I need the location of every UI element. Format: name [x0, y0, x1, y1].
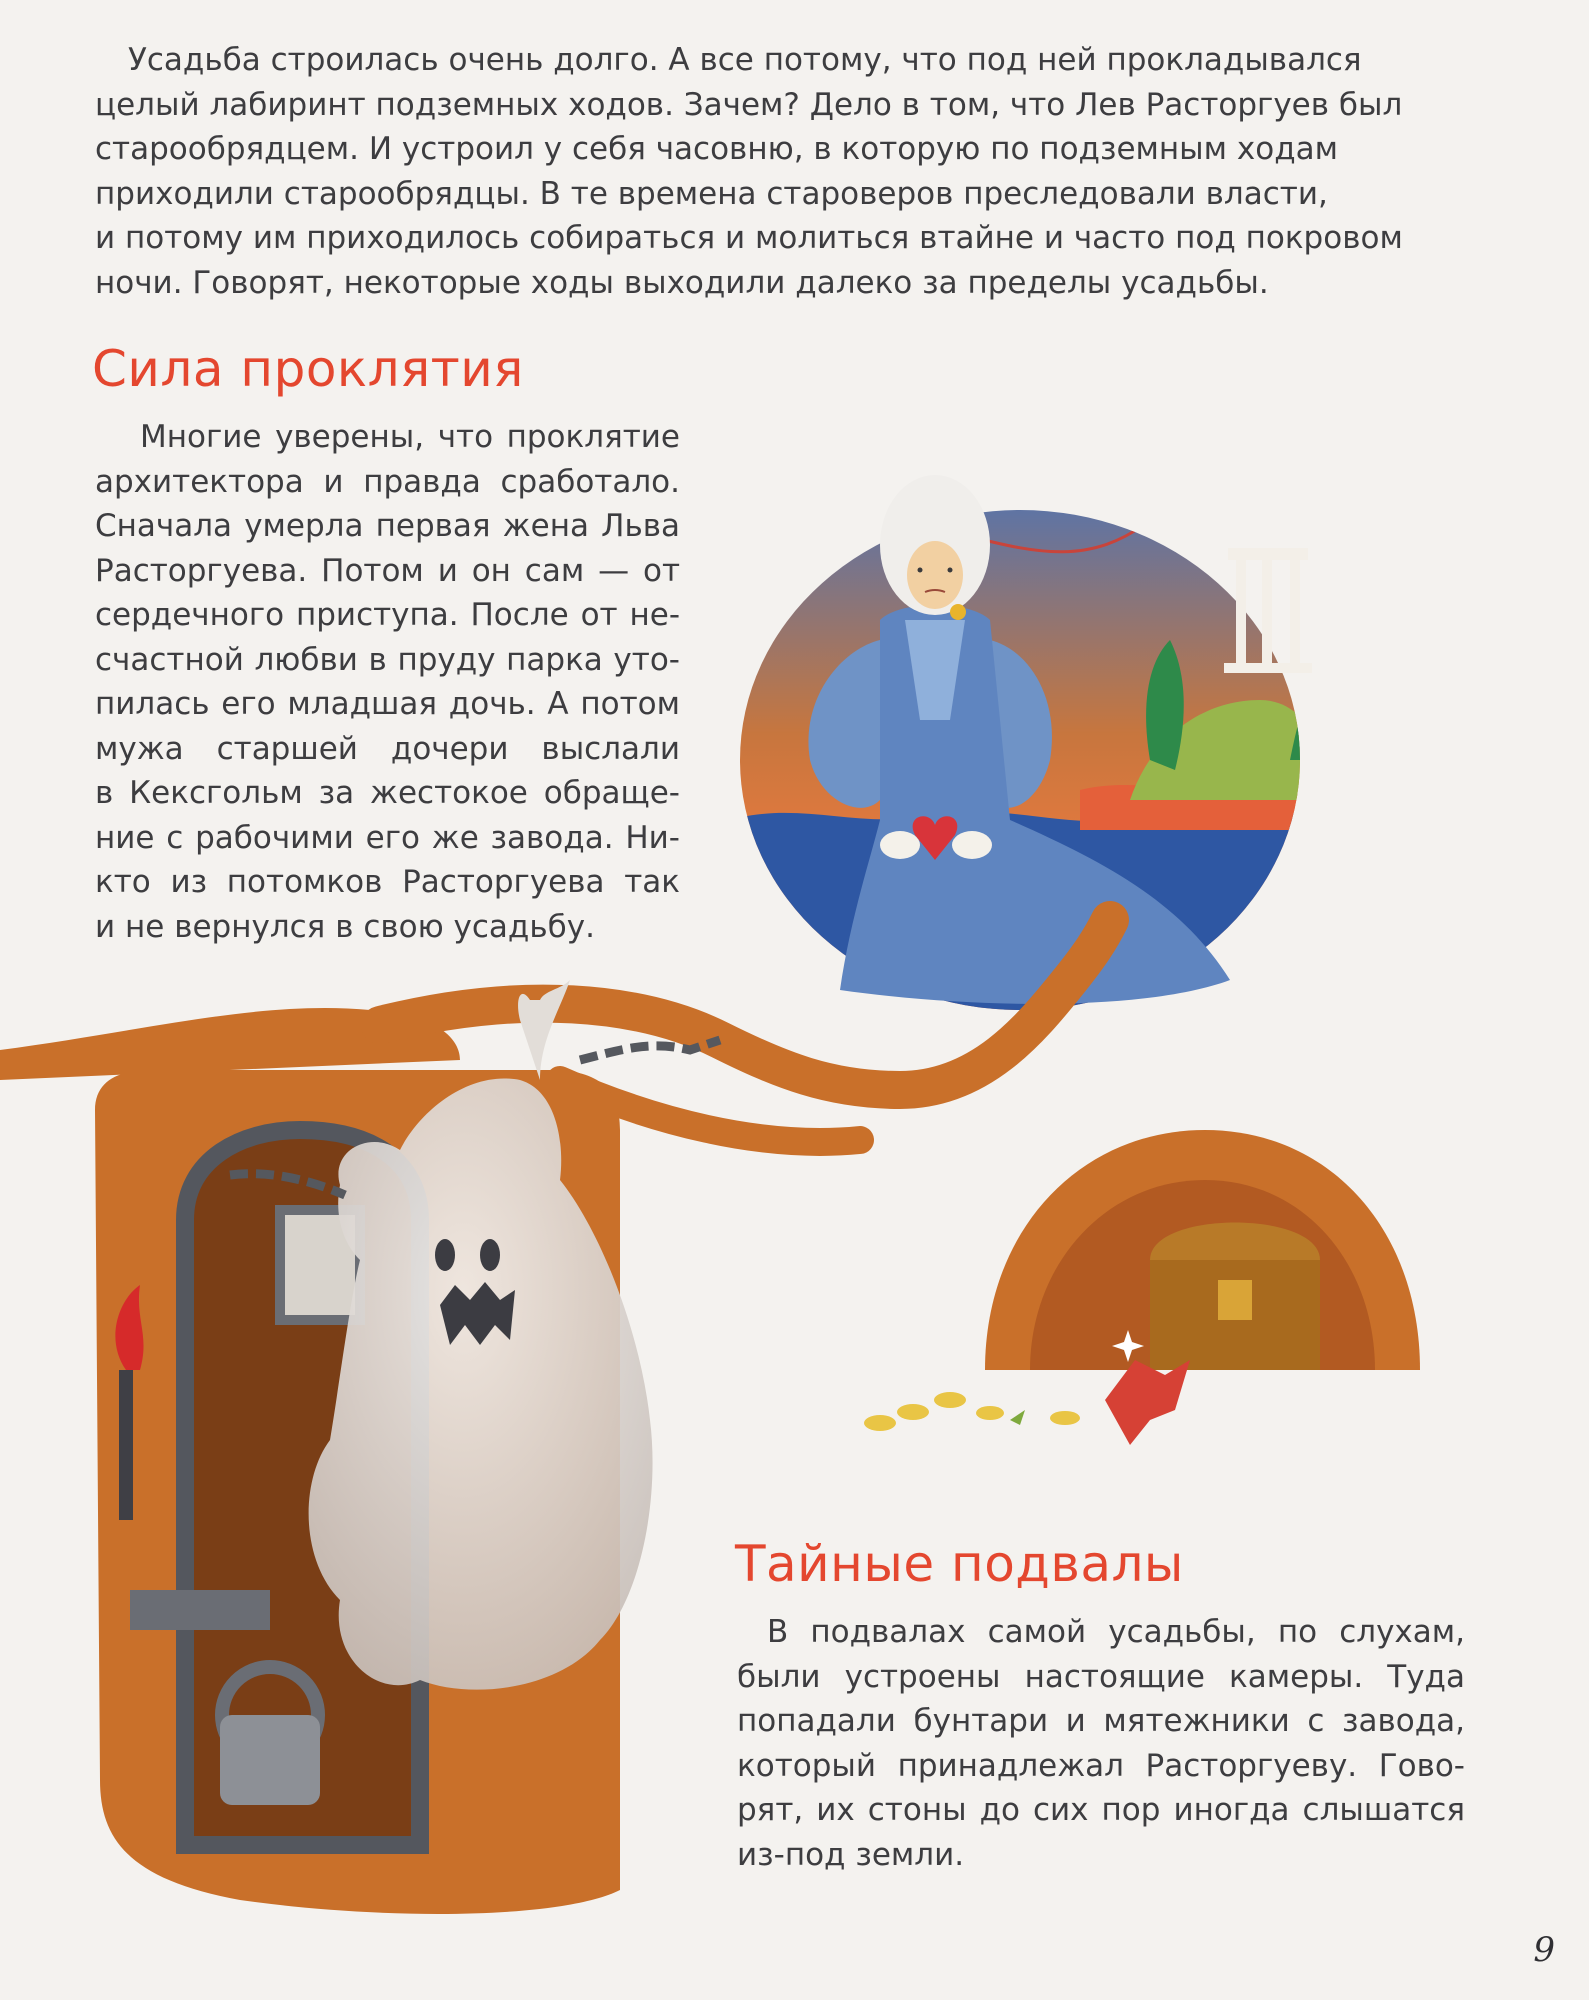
intro-line: приходили старообрядцы. В те времена староверов преследовали власти,	[95, 175, 1328, 212]
cellars-line: попадали бунтари и мятежники с завода,	[737, 1703, 1465, 1739]
curse-line: в Кексгольм за жестокое обраще-	[95, 775, 680, 811]
intro-line: старообрядцем. И устроил у себя часовню, в которую по подземным ходам	[95, 131, 1339, 167]
intro-line: целый лабиринт подземных ходов. Зачем? Дело в том, что Лев Расторгуев был	[95, 86, 1403, 123]
intro-paragraph	[95, 38, 1403, 305]
cellars-line: рят, их стоны до сих пор иногда слышатся	[737, 1792, 1465, 1828]
cellars-heading: Тайные подвалы	[735, 1535, 1184, 1593]
intro-line: ночи. Говорят, некоторые ходы выходили далеко за пределы усадьбы.	[95, 264, 1269, 301]
curse-line: Многие уверены, что проклятие	[140, 419, 680, 455]
cellars-line: из-под земли.	[737, 1836, 965, 1873]
curse-line: мужа старшей дочери выслали	[95, 730, 680, 767]
curse-line: кто из потомков Расторгуева так	[95, 864, 680, 900]
rotunda-icon	[1224, 548, 1312, 673]
cellars-line: были устроены настоящие камеры. Туда	[737, 1658, 1465, 1695]
curse-line: пилась его младшая дочь. А потом	[95, 686, 680, 722]
gold-coins-icon	[864, 1392, 1080, 1431]
page-number: 9	[1533, 1930, 1555, 1970]
curse-line: и не вернулся в свою усадьбу.	[95, 908, 595, 945]
curse-paragraph	[95, 415, 680, 949]
cellars-line: который принадлежал Расторгуеву. Гово-	[737, 1747, 1465, 1784]
curse-line: ние с рабочими его же завода. Ни-	[95, 819, 680, 856]
treasure-chest-icon	[1150, 1223, 1320, 1371]
curse-line: Расторгуева. Потом и он сам — от	[95, 552, 680, 589]
cellars-line: В подвалах самой усадьбы, по слухам,	[767, 1614, 1465, 1650]
curse-line: счастной любви в пруду парка уто-	[95, 641, 680, 678]
cellars-paragraph	[737, 1610, 1465, 1877]
curse-heading: Сила проклятия	[92, 340, 524, 398]
intro-line: Усадьба строилась очень долго. А все потому, что под ней прокладывался	[128, 42, 1362, 78]
curse-line: архитектора и правда сработало.	[95, 463, 680, 500]
intro-line: и потому им приходилось собираться и молиться втайне и часто под покровом	[95, 220, 1403, 256]
curse-line: Сначала умерла первая жена Льва	[95, 508, 680, 544]
lady-oval-scene	[730, 475, 1330, 1020]
curse-line: сердечного приступа. После от не-	[95, 597, 680, 633]
